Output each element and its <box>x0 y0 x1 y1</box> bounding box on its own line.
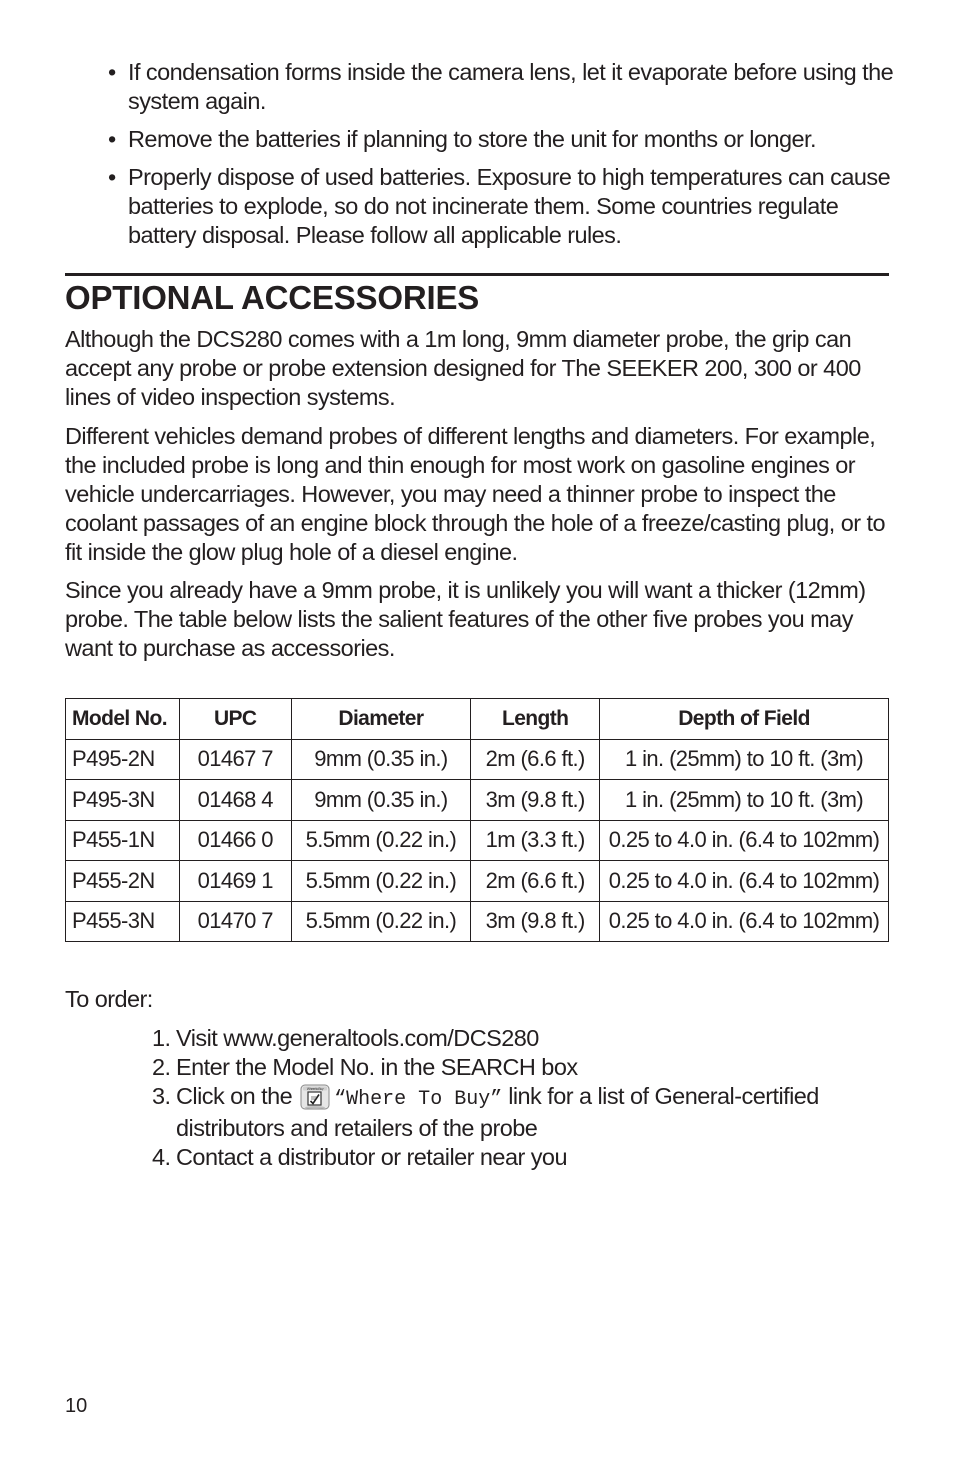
paragraph-intro: Although the DCS280 comes with a 1m long, 9mm diameter probe, the grip can accept any probe or probe extension designed for The SEEKER 200, 300 or 400 lines of video inspection systems. <box>65 326 861 410</box>
header-length: Length <box>471 699 600 740</box>
step-text: Contact a distributor or retailer near you <box>176 1144 567 1170</box>
cell-upc: 01466 0 <box>179 820 291 861</box>
list-item: • Properly dispose of used batteries. Exposure to high temperatures can cause batteries to explode, so do not incinerate them. Some countries regulate battery disposal. Please follow all applicable rules. <box>108 164 891 248</box>
cell-length: 3m (9.8 ft.) <box>471 780 600 821</box>
cell-depth-of-field: 1 in. (25mm) to 10 ft. (3m) <box>600 780 889 821</box>
paragraph-vehicles: Different vehicles demand probes of different lengths and diameters. For example, the included probe is long and thin enough for most work on gasoline engines or vehicle undercarriages. However, you may need a thinner probe to inspect the coolant passages of an engine block through the hole of a freeze/casting plug, or to fit inside the glow plug hole of a diesel engine. <box>65 423 885 565</box>
cell-depth-of-field: 0.25 to 4.0 in. (6.4 to 102mm) <box>600 861 889 902</box>
cell-model: P495-3N <box>66 780 180 821</box>
cell-length: 3m (9.8 ft.) <box>471 901 600 942</box>
cell-model: P455-3N <box>66 901 180 942</box>
cell-upc: 01469 1 <box>179 861 291 902</box>
paragraph-probe-table-intro: Since you already have a 9mm probe, it is unlikely you will want a thicker (12mm) probe. The table below lists the salient features of the other five probes you may want to purchase as accessories. <box>65 577 866 661</box>
table-row <box>66 820 889 861</box>
probe-accessories-table <box>65 698 889 942</box>
step-text: Enter the Model No. in the SEARCH box <box>176 1054 578 1080</box>
cell-depth-of-field: 0.25 to 4.0 in. (6.4 to 102mm) <box>600 901 889 942</box>
bullet-text: If condensation forms inside the camera lens, let it evaporate before using the system again. <box>128 59 894 114</box>
list-item: 2. Enter the Model No. in the SEARCH box <box>152 1054 578 1080</box>
header-model-no: Model No. <box>66 699 180 740</box>
list-item: • Remove the batteries if planning to store the unit for months or longer. <box>108 126 817 152</box>
step-text-before: Click on the <box>176 1083 293 1109</box>
list-item: 1. Visit www.generaltools.com/DCS280 <box>152 1025 539 1051</box>
cell-diameter: 5.5mm (0.22 in.) <box>291 820 471 861</box>
cell-length: 1m (3.3 ft.) <box>471 820 600 861</box>
header-depth-of-field: Depth of Field <box>600 699 889 740</box>
table-row <box>66 780 889 821</box>
cell-length: 2m (6.6 ft.) <box>471 739 600 780</box>
table-row <box>66 901 889 942</box>
bullet-text: Properly dispose of used batteries. Exposure to high temperatures can cause batteries to explode, so do not incinerate them. Some countries regulate battery disposal. Please follow all applicable rules. <box>128 164 891 248</box>
cell-upc: 01467 7 <box>179 739 291 780</box>
where-to-buy-label: “Where To Buy” <box>334 1088 503 1111</box>
order-label: To order: <box>65 986 153 1012</box>
bullet-text: Remove the batteries if planning to store the unit for months or longer. <box>128 126 817 152</box>
cell-model: P455-1N <box>66 820 180 861</box>
cell-depth-of-field: 0.25 to 4.0 in. (6.4 to 102mm) <box>600 820 889 861</box>
section-title: OPTIONAL ACCESSORIES <box>65 279 480 316</box>
header-upc: UPC <box>179 699 291 740</box>
order-steps <box>152 1024 892 1172</box>
cell-diameter: 9mm (0.35 in.) <box>291 780 471 821</box>
list-item: • If condensation forms inside the camera lens, let it evaporate before using the system again. <box>108 59 894 114</box>
header-diameter: Diameter <box>291 699 471 740</box>
cell-model: P495-2N <box>66 739 180 780</box>
cell-length: 2m (6.6 ft.) <box>471 861 600 902</box>
where-to-buy-icon <box>300 1084 330 1110</box>
svg-text:Where to Buy: Where to Buy <box>306 1087 324 1091</box>
cell-upc: 01468 4 <box>179 780 291 821</box>
table-row <box>66 861 889 902</box>
cell-diameter: 5.5mm (0.22 in.) <box>291 901 471 942</box>
cell-diameter: 9mm (0.35 in.) <box>291 739 471 780</box>
cell-diameter: 5.5mm (0.22 in.) <box>291 861 471 902</box>
step-text-after: link for a list of General-certified distributors and retailers of the probe <box>176 1083 819 1141</box>
table-header-row <box>66 699 889 740</box>
cell-model: P455-2N <box>66 861 180 902</box>
page-number: 10 <box>65 1395 88 1417</box>
step-text: Visit www.generaltools.com/DCS280 <box>176 1025 539 1051</box>
list-item: 3. Click on the Where to Buy “Where To Buy” link for a list of General-certified distributors and retailers of the probe <box>152 1083 819 1141</box>
table-row <box>66 739 889 780</box>
precaution-list <box>108 58 898 259</box>
list-item: 4. Contact a distributor or retailer near you <box>152 1144 567 1170</box>
cell-upc: 01470 7 <box>179 901 291 942</box>
cell-depth-of-field: 1 in. (25mm) to 10 ft. (3m) <box>600 739 889 780</box>
